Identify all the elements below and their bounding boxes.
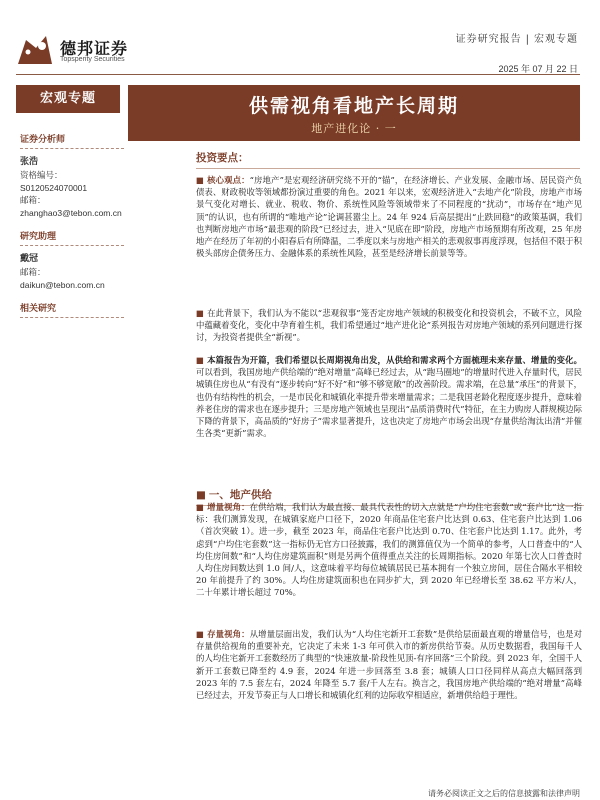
sidebar-divider	[20, 317, 124, 318]
assistant-name: 戴冠	[20, 254, 39, 264]
report-type: 证券研究报告	[455, 34, 522, 45]
bullet-icon: ■	[196, 308, 205, 318]
company-logo-icon	[16, 34, 54, 68]
key-points-heading: 投资要点：	[196, 150, 580, 169]
paragraph-text: 在此背景下，我们认为不能以“悲观叙事”笼否定房地产领域的积极变化和投资机会，不破不立，风险中蕴藏着变化，变化中孕育着生机，我们希望通过“地产进化论”系列报告对房地产领域的系列问题进行探讨，为投资者提供全“新视”。	[196, 308, 582, 343]
analyst-cert: S0120524070001	[20, 183, 88, 193]
paragraph-core-view	[196, 174, 582, 259]
section-label-band: 宏观专题	[16, 85, 120, 113]
analyst-name: 张浩	[20, 157, 39, 167]
assistant-email-link[interactable]: daikun@tebon.com.cn	[20, 280, 105, 290]
bullet-icon: ■	[196, 489, 206, 501]
page-title: 供需视角看地产长周期	[248, 95, 459, 117]
paragraph-lead: 存量视角：	[207, 629, 250, 639]
paragraph-text: 在供给端，我们认为最直接、最具代表性的切入点就是“户均住宅套数”或“套户比”这一指标：我们测算发现，在城镇家庭户口径下，2020 年商品住宅套户比达到 0.63、住宅套户比达到 1.06（首次突破 1）。进一步，截至 2023 年，商品住宅套户比达到 0.70、住宅套户比达到 1.17。此外，考虑到“户均住宅套数”这一指标仍无官方口径披露，我们的测算值仅为一个简单的参考，人口普查中的“人均住房间数”和“人均住房建筑面积”则是另两个值得重点关注的长周期指标。2020 年第七次人口普查时人均住房间数达到 1.0 间/人，这意味着平均每位城镇居民已基本拥有一个独立房间，居住合隔水平相较 20 年前提升了约 30%。人均住房建筑面积也在同步扩大，到 2020 年已经增长至 38.62 平方米/人，二十年累计增长超过 70%。	[196, 502, 583, 598]
report-type-line: 证券研究报告 | 宏观专题	[455, 34, 578, 45]
page-subtitle: 地产进化论 · 一	[311, 122, 397, 135]
analyst-email-row: 邮箱：zhanghao3@tebon.com.cn	[20, 196, 122, 218]
assistant-heading: 研究助理	[20, 232, 57, 242]
author-sidebar	[20, 126, 124, 323]
sidebar-divider	[20, 245, 124, 246]
related-research-heading: 相关研究	[20, 304, 57, 314]
company-name-cn: 德邦证券	[60, 39, 129, 58]
paragraph-text: “房地产”是宏观经济研究绕不开的“锚”，在经济增长、产业发展、金融市场、居民资产负债表、财政税收等领域都扮演过重要的角色。2021 年以来，宏观经济进入“去地产化”阶段，房地产市场景气变化对增长、就业、税收、物价、系统性风险等领域带来了不同程度的“扰动”，市场存在“地产见顶”的认识，也有所谓的“唯地产论”论调甚嚣尘上。24 年 924 后高层提出“止跌回稳”的政策基调，我们也判断房地产市场“最悲观的阶段”已经过去，进入“见底在即”阶段，房地产市场预期有所改观，25 年房地产在经历了年初的小阳春后有所降温，二季度以来与房地产相关的悲观叙事再度浮现，包括但不限于积极头部房企债务压力、金融体系的系统性风险，甚至是经济增长前景等等。	[196, 175, 583, 259]
paragraph-text: 从增量层面出发，我们认为“人均住宅新开工套数”是供给层面最直观的增量信号，也是对存量供给视角的重要补充，它决定了未来 1-3 年可供入市的新房供给节奏。从历史数据看，我国每千人的人均住宅新开工套数经历了典型的“快速放量-阶段性见顶-有序回落”三个阶段。到 2023 年，全国千人新开工套数已降至约 4.9 套，2024 年进一步回落至 3.8 套；城镇人口口径同样从高点大幅回落到 2023 年的 7.5 套左右，2024 年降至 5.7 套/千人左右。换言之，我国房地产供给端的“绝对增量”高峰已经过去，开发节奏正与人口增长和城镇化红利的边际收窄相适应，新增供给趋于理性。	[196, 629, 583, 701]
supply-section-heading: ■ 一、地产供给	[196, 487, 584, 506]
analyst-heading: 证券分析师	[20, 135, 66, 145]
analyst-email-link[interactable]: zhanghao3@tebon.com.cn	[20, 208, 122, 218]
company-logo	[16, 34, 151, 68]
paragraph-increment-view	[196, 501, 582, 599]
title-band	[128, 85, 580, 141]
company-name-en: Topsperity Securities	[60, 56, 125, 63]
paragraph-opening	[196, 354, 582, 439]
legal-disclaimer-footer: 请务必阅读正文之后的信息披露和法律声明	[428, 789, 580, 798]
paragraph-lead: 核心观点：	[207, 175, 250, 185]
paragraph-text: 可以看到，我国房地产供给端的“绝对增量”高峰已经过去，从“跑马圈地”的增量时代进入存量时代，居民城镇住房也从“有没有”逐步转向“好不好”和“够不够宽敞”的改善阶段。需求端，在总量“承压”的背景下，也仍有结构性的机会，一是市民化和城镇化率提升带来增量需求；二是我国老龄化程度逐步提升，意味着养老住房的需求也在逐步提升；三是房地产领域也呈现出“品质消费时代”特征，在主力购房人群规模边际下降的背景下，高品质的“好房子”需求显著提升，这也决定了房地产市场会出现“存量供给淘汰出清”并催生各类“更新”需求。	[196, 367, 582, 439]
sidebar-divider	[20, 148, 124, 149]
bullet-icon: ■	[196, 629, 205, 639]
paragraph-background	[196, 307, 582, 344]
paragraph-stock-view	[196, 628, 582, 701]
report-category: 宏观专题	[534, 34, 578, 45]
analyst-cert-row: 资格编号：S0120524070001	[20, 171, 88, 193]
paragraph-lead: 本篇报告为开篇，我们希望以长周期视角出发，从供给和需求两个方面梳理未来存量、增量的变化。	[207, 355, 582, 365]
report-date: 2025 年 07 月 22 日	[498, 64, 578, 74]
bullet-icon: ■	[196, 355, 205, 365]
bullet-icon: ■	[196, 502, 205, 512]
paragraph-lead: 增量视角：	[207, 502, 250, 512]
assistant-email-row: 邮箱：daikun@tebon.com.cn	[20, 268, 105, 290]
bullet-icon: ■	[196, 175, 205, 185]
header-divider	[16, 74, 580, 75]
